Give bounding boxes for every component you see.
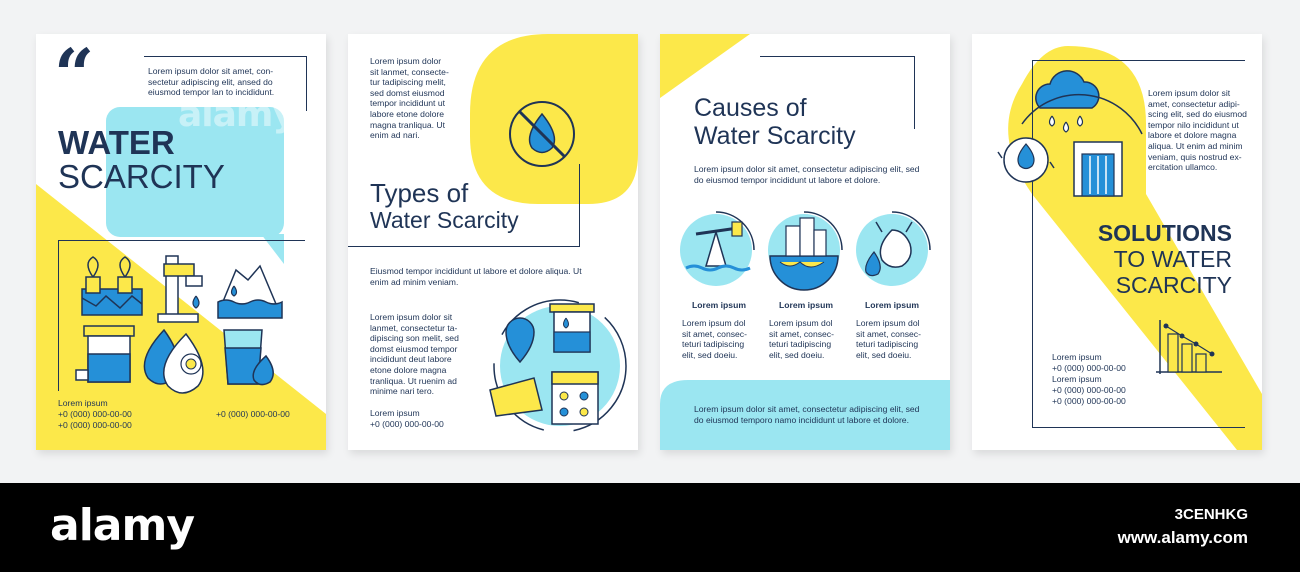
cause-2-text: Lorem ipsum dol sit amet, consec- teturi tadipiscing elit, sed doeiu.: [769, 318, 834, 360]
brochure-page-3: [660, 34, 950, 450]
page3-title-line2: Water Scarcity: [694, 122, 856, 150]
page3-footer-text: Lorem ipsum dolor sit amet, consectetur adipiscing elit, sed do eiusmod temporo namo incididunt ut labore et dolore.: [694, 404, 920, 425]
brochure-page-2: [348, 34, 638, 450]
page2-contact-label: Lorem ipsum: [370, 408, 420, 418]
brochure-page-4: [972, 34, 1262, 450]
page4-solution-icons: [982, 64, 1162, 214]
page1-phone-1: +0 (000) 000-00-00: [58, 409, 132, 419]
watermark: alamy: [178, 94, 295, 135]
water-tap-icon: [158, 256, 202, 322]
page4-phone-3: +0 (000) 000-00-00: [1052, 396, 1126, 406]
drought-plants-icon: [82, 257, 142, 315]
water-glass-icon: [224, 330, 273, 385]
cause-3-label: Lorem ipsum: [865, 300, 919, 310]
page2-intro: Lorem ipsum dolor sit lanmet, consecte- tur tadipiscing melit, sed domst eiusmod tempor incididunt ut labore etone dolore magna tranliqua. Ut enim ad nari.: [370, 56, 449, 141]
page3-cause-icons: [660, 202, 950, 302]
cause-2-label: Lorem ipsum: [779, 300, 833, 310]
declining-chart-icon: [1152, 314, 1232, 384]
cause-1-text: Lorem ipsum dol sit amet, consec- teturi tadipiscing elit, sed doeiu.: [682, 318, 747, 360]
cause-3-text: Lorem ipsum dol sit amet, consec- teturi tadipiscing elit, sed doeiu.: [856, 318, 921, 360]
page4-phone-2: +0 (000) 000-00-00: [1052, 385, 1126, 395]
sun-water-drop-icon: [144, 330, 203, 393]
iceberg-icon: [218, 266, 282, 318]
page4-contact-label-2: Lorem ipsum: [1052, 374, 1102, 384]
page1-intro: Lorem ipsum dolor sit amet, con- sectetur adipiscing elit, ansed do eiusmod tempor lan to incididunt.: [148, 66, 275, 98]
page2-body-2: Lorem ipsum dolor sit lanmet, consectetur ta- dipiscing son melit, sed domst eiusmod tempor incididunt deut labore etone dolore magna tranliqua. Ut ruenim ad minime nari tero.: [370, 312, 459, 397]
page2-title-line1: Types of: [370, 178, 469, 208]
water-tank-icon: [76, 326, 134, 382]
stock-footer-bar: [0, 483, 1300, 572]
page3-title-line1: Causes of: [694, 94, 807, 122]
quote-mark-icon: “: [54, 34, 95, 116]
dam-icon: [1074, 142, 1122, 196]
page4-title-line2: TO WATER: [1113, 246, 1232, 272]
page1-phone-2: +0 (000) 000-00-00: [58, 420, 132, 430]
page4-contact-label-1: Lorem ipsum: [1052, 352, 1102, 362]
page3-intro: Lorem ipsum dolor sit amet, consectetur adipiscing elit, sed do eiusmod tempor incididunt ut labore et dolore.: [694, 164, 920, 185]
page2-phone: +0 (000) 000-00-00: [370, 419, 444, 429]
page1-title-line1: WATER: [58, 124, 175, 161]
page4-intro: Lorem ipsum dolor sit amet, consectetur adipi- scing elit, sed do eiusmod tempor nilo incididunt ut labore et dolore magna aliqua. Ut enim ad minim veniam, quis nostrud ex- ercitation ullamco.: [1148, 88, 1247, 173]
page2-title-line2: Water Scarcity: [370, 207, 519, 233]
page2-body-1: Eiusmod tempor incididunt ut labore et dolore aliqua. Ut enim ad minim veniam.: [370, 266, 582, 287]
water-tank-icon: [550, 304, 594, 352]
page4-title-line1: SOLUTIONS: [1097, 220, 1232, 246]
rain-cloud-icon: [1036, 71, 1099, 132]
cause-1-label: Lorem ipsum: [692, 300, 746, 310]
page2-illustration: [480, 292, 630, 442]
cow-drop-icon: [856, 212, 930, 286]
brochure-page-1: [36, 34, 326, 450]
image-id: 3CENHKG: [1174, 506, 1248, 523]
seasonal-calendar-icon: [552, 372, 598, 424]
page4-title-line3: SCARCITY: [1115, 272, 1232, 298]
page4-phone-1: +0 (000) 000-00-00: [1052, 363, 1126, 373]
site-url: www.alamy.com: [1117, 528, 1248, 547]
page1-contact-label: Lorem ipsum: [58, 398, 108, 408]
oil-pump-icon: [680, 212, 754, 286]
city-globe-icon: [768, 212, 842, 290]
stock-logo: alamy: [50, 500, 194, 551]
page1-phone-3: +0 (000) 000-00-00: [216, 409, 290, 419]
page1-title-line2: SCARCITY: [58, 158, 225, 195]
water-recycle-icon: [998, 138, 1054, 182]
